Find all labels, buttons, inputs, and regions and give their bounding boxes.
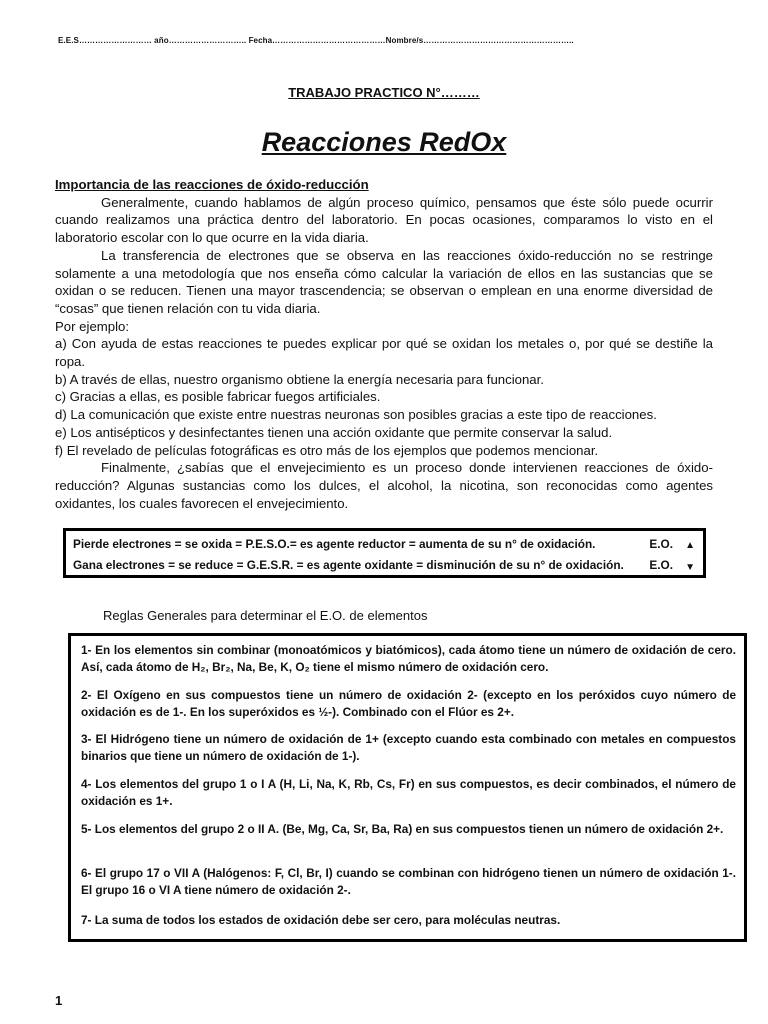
oxidation-row	[73, 537, 695, 551]
intro-body	[55, 176, 713, 512]
eo-label: E.O.	[649, 537, 673, 551]
up-arrow-icon: ▲	[685, 540, 695, 551]
examples-heading: Por ejemplo:	[55, 318, 130, 334]
practical-work-title: TRABAJO PRACTICO N°………	[288, 85, 480, 100]
example-item: d) La comunicación que existe entre nuestras neuronas son posibles gracias a este tipo de reacciones.	[55, 407, 657, 423]
header-fields-line: E.E.S……………………… año……………………….. Fecha……………………………………Nombre/s………………………………………………..	[58, 36, 574, 45]
rule-item: 2- El Oxígeno en sus compuestos tiene un número de oxidación 2- (excepto en los peróxidos cuyo número de oxidación es de 1-. En los superóxidos es ½-). Combinado con el Flúor es 2+.	[81, 688, 736, 719]
example-item: b) A través de ellas, nuestro organismo obtiene la energía necesaria para funcionar.	[55, 371, 544, 387]
page-number: 1	[55, 993, 63, 1008]
oxidation-definition: Pierde electrones = se oxida = P.E.S.O.= es agente reductor = aumenta de su n° de oxidación.	[73, 537, 596, 551]
closing-paragraph: Finalmente, ¿sabías que el envejecimiento es un proceso donde intervienen reacciones de óxido-reducción? Algunas sustancias como los dulces, el alcohol, la nicotina, son reconocidas como agentes oxidantes, los cuales favorecen el envejecimiento.	[55, 460, 713, 511]
rules-box	[68, 633, 747, 942]
intro-paragraph-2: La transferencia de electrones que se observa en las reacciones óxido-reducción no se restringe solamente a una metodología que nos enseña cómo calcular la variación de ellos en las sustancias que se oxidan o se reducen. Tienen una mayor trascendencia; se observan o emplean en una enorme diversidad de “cosas” que tienen relación con tu vida diaria.	[55, 247, 713, 316]
example-item: a) Con ayuda de estas reacciones te puedes explicar por qué se oxidan los metales o, por qué se destiñe la ropa.	[55, 336, 713, 370]
rule-item: 4- Los elementos del grupo 1 o I A (H, Li, Na, K, Rb, Cs, Fr) en sus compuestos, es decir combinados, el número de oxidación es 1+.	[81, 777, 736, 808]
rules-heading: Reglas Generales para determinar el E.O. de elementos	[103, 608, 428, 623]
example-item: e) Los antisépticos y desinfectantes tienen una acción oxidante que permite conservar la salud.	[55, 424, 613, 440]
oxidation-summary-box	[63, 528, 706, 578]
down-arrow-icon: ▼	[685, 562, 695, 573]
example-item: c) Gracias a ellas, es posible fabricar fuegos artificiales.	[55, 389, 381, 405]
document-title: Reacciones RedOx	[261, 127, 507, 157]
example-item: f) El revelado de películas fotográficas es otro más de los ejemplos que podemos mencionar.	[55, 442, 599, 458]
rule-item: 7- La suma de todos los estados de oxidación debe ser cero, para moléculas neutras.	[81, 913, 561, 927]
rule-item: 3- El Hidrógeno tiene un número de oxidación de 1+ (excepto cuando esta combinado con metales en compuestos binarios que tiene un número de oxidación de 1-).	[81, 732, 736, 763]
rule-item: 1- En los elementos sin combinar (monoatómicos y biatómicos), cada átomo tiene un número de oxidación de cero. Así, cada átomo de H₂, Br₂, Na, Be, K, O₂ tiene el mismo número de oxidación cero.	[81, 643, 736, 674]
eo-label: E.O.	[649, 558, 673, 572]
section-heading: Importancia de las reacciones de óxido-reducción	[55, 177, 369, 192]
intro-paragraph-1: Generalmente, cuando hablamos de algún proceso químico, pensamos que éste sólo puede ocurrir cuando realizamos una práctica dentro del laboratorio. En pocas ocasiones, comparamos lo visto en el laboratorio escolar con lo que ocurre en la vida diaria.	[55, 194, 713, 246]
reduction-definition: Gana electrones = se reduce = G.E.S.R. = es agente oxidante = disminución de su n° de oxidación.	[73, 558, 624, 572]
rule-item: 5- Los elementos del grupo 2 o II A. (Be, Mg, Ca, Sr, Ba, Ra) en sus compuestos tienen un número de oxidación 2+.	[81, 822, 724, 836]
reduction-row	[73, 558, 695, 572]
rule-item: 6- El grupo 17 o VII A (Halógenos: F, Cl, Br, I) cuando se combinan con hidrógeno tienen un número de oxidación 1-. El grupo 16 o VI A tiene número de oxidación 2-.	[81, 866, 736, 897]
